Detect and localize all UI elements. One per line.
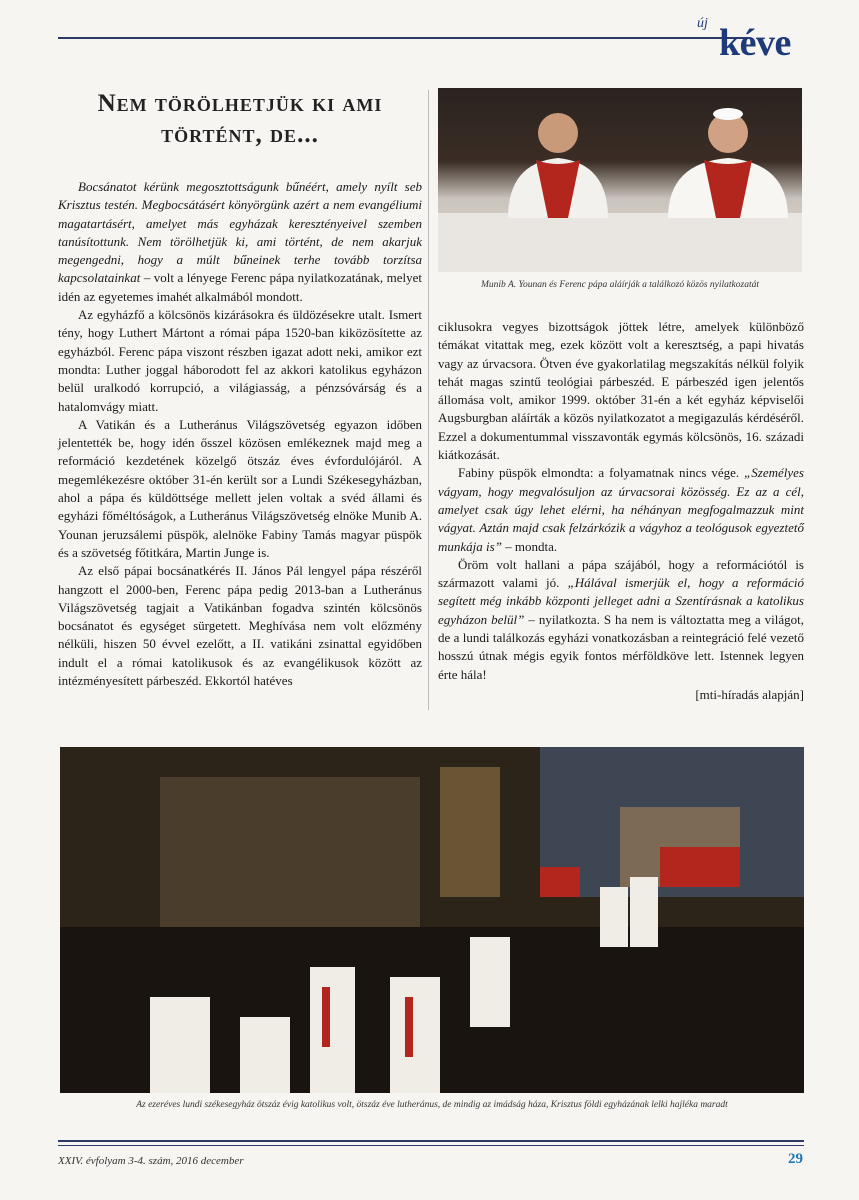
cathedral-photo	[60, 747, 804, 1093]
fabiny-quote: „Személyes vágyam, hogy megvalósuljon az úrvacsorai közösség. Ez az a cél, amelyet csak úgy lehet elérni, ha néhányan megfogalmazzuk mint vágyat. Aztán majd csak felzárkózik a vágyhoz a teológusok egyeztető munkája is”	[438, 465, 804, 554]
right-column	[438, 318, 804, 704]
logo-main: kéve	[719, 22, 791, 64]
column-divider	[428, 90, 429, 710]
pope-quote: „Hálával ismerjük el, hogy a reformáció segített még inkább központi jelleget adni a Szentírásnak a katolikus egyházon belül”	[438, 575, 804, 627]
footer-rule-thin	[58, 1145, 804, 1146]
paragraph: Az első pápai bocsánatkérés II. János Pál lengyel pápa részéről hangzott el 2000-ben, Ferenc pápa pedig 2013-ban a Lutheránus Világszövetség tagjait a Vatikánban fogadva szintén kölcsönös bocsánatot és egységet sürgetett. Meghívása nem volt előzmény nélküli, hiszen 50 évvel ezelőtt, a II. vatikáni zsinattal egyidőben indult el a római katolikusok és az evangélikusok között az intézményesített párbeszéd. Ekkortól hatéves	[58, 563, 422, 689]
header-rule	[58, 37, 748, 39]
source-note: [mti-híradás alapján]	[695, 686, 804, 702]
paragraph: Az egyházfő a kölcsönös kizárásokra és üldözésekre utalt. Ismert tény, hogy Luthert Mártont a római pápa 1520-ban kiközösítette az egyházból. Ferenc pápa viszont részben igazat adott neki, amikor ezt mondta: Luther joggal háborodott fel az akkori katolikus egyházon belül uralkodó korrupció, a világiasság, a pénzsóvárság és a hatalomvágy miatt.	[58, 307, 422, 414]
pope-rest: – nyilatkozta. S ha nem is változtatta meg a világot, de a lundi találkozás egyházi vonatkozásban a reintegráció felé vezető hosszú útnak mégis egyik fontos mérföldköve lett. Istennek legyen érte hála!	[438, 611, 804, 682]
lead-quote: Bocsánatot kérünk megosztottságunk bűnéért, amely nyílt seb Krisztus testén. Megbocsátásért könyörgünk azért a nem evangéliumi magatartásért, amelyet más egyházak keresztényeivel szemben tanúsítottunk. Nem törölhetjük ki, ami történt, de nem akarjuk megengedni, hogy a múlt bűneinek terhe tovább torzítsa kapcsolatainkat	[58, 179, 422, 286]
magazine-logo	[693, 16, 803, 64]
signing-photo	[438, 88, 802, 272]
bottom-photo-caption: Az ezeréves lundi székesegyház ötszáz évig katolikus volt, ötszáz éve lutheránus, de mindig az imádság háza, Krisztus földi egyházának lelki hajléka maradt	[136, 1100, 728, 1110]
pope-intro: Öröm volt hallani a pápa szájából, hogy a reformációtól is származott valami jó.	[438, 556, 804, 591]
issue-info: XXIV. évfolyam 3-4. szám, 2016 december	[58, 1155, 244, 1167]
page-number: 29	[788, 1151, 803, 1167]
article-title: Nem törölhetjük ki ami történt, de...	[97, 90, 383, 148]
fabiny-end: – mondta.	[501, 538, 558, 554]
paragraph: A Vatikán és a Lutheránus Világszövetség egyazon időben jelentették be, hogy idén ősszel közösen emlékeznek majd meg a reformáció kezdetének közelgő ötszáz éves évfordulójáról. A megemlékezésre október 31-én került sor a Lundi Székesegyházban, ahol a pápa és küldöttsége mellett jelen voltak a svéd állami és egyházi főméltóságok, a Lutheránus Világszövetség elnöke Munib A. Younan jeruzsálemi püspök, alelnöke Fabiny Tamás magyar püspök és a szövetség főtitkára, Martin Junge is.	[58, 416, 422, 560]
left-column	[58, 178, 422, 690]
footer-rule	[58, 1140, 804, 1142]
fabiny-intro: Fabiny püspök elmondta: a folyamatnak nincs vége.	[458, 465, 745, 481]
logo-small: új	[697, 16, 708, 31]
lead-rest: – volt a lényege Ferenc pápa nyilatkozatának, melyet idén az egyetemes imahét alkalmából mondott.	[58, 270, 422, 304]
top-photo-caption: Munib A. Younan és Ferenc pápa aláírják a találkozó közös nyilatkozatát	[480, 280, 760, 290]
paragraph: ciklusokra vegyes bizottságok jöttek létre, amelyek különböző témákat vitattak meg, ezek között volt a keresztség, a papi hivatás vagy az úrvacsora. Ötven éve gyakorlatilag megszakítás nélkül folyik tehát magas szintű teológiai párbeszéd. E párbeszéd igen jelentős állomása volt, amikor 1999. október 31-én a két egyház képviselői Augsburgban aláírták a közös nyilatkozatot a megigazulás kérdéséről. Ezzel a dokumentummal visszavonták egymás kölcsönös, 16. századi kiátkozását.	[438, 319, 804, 463]
